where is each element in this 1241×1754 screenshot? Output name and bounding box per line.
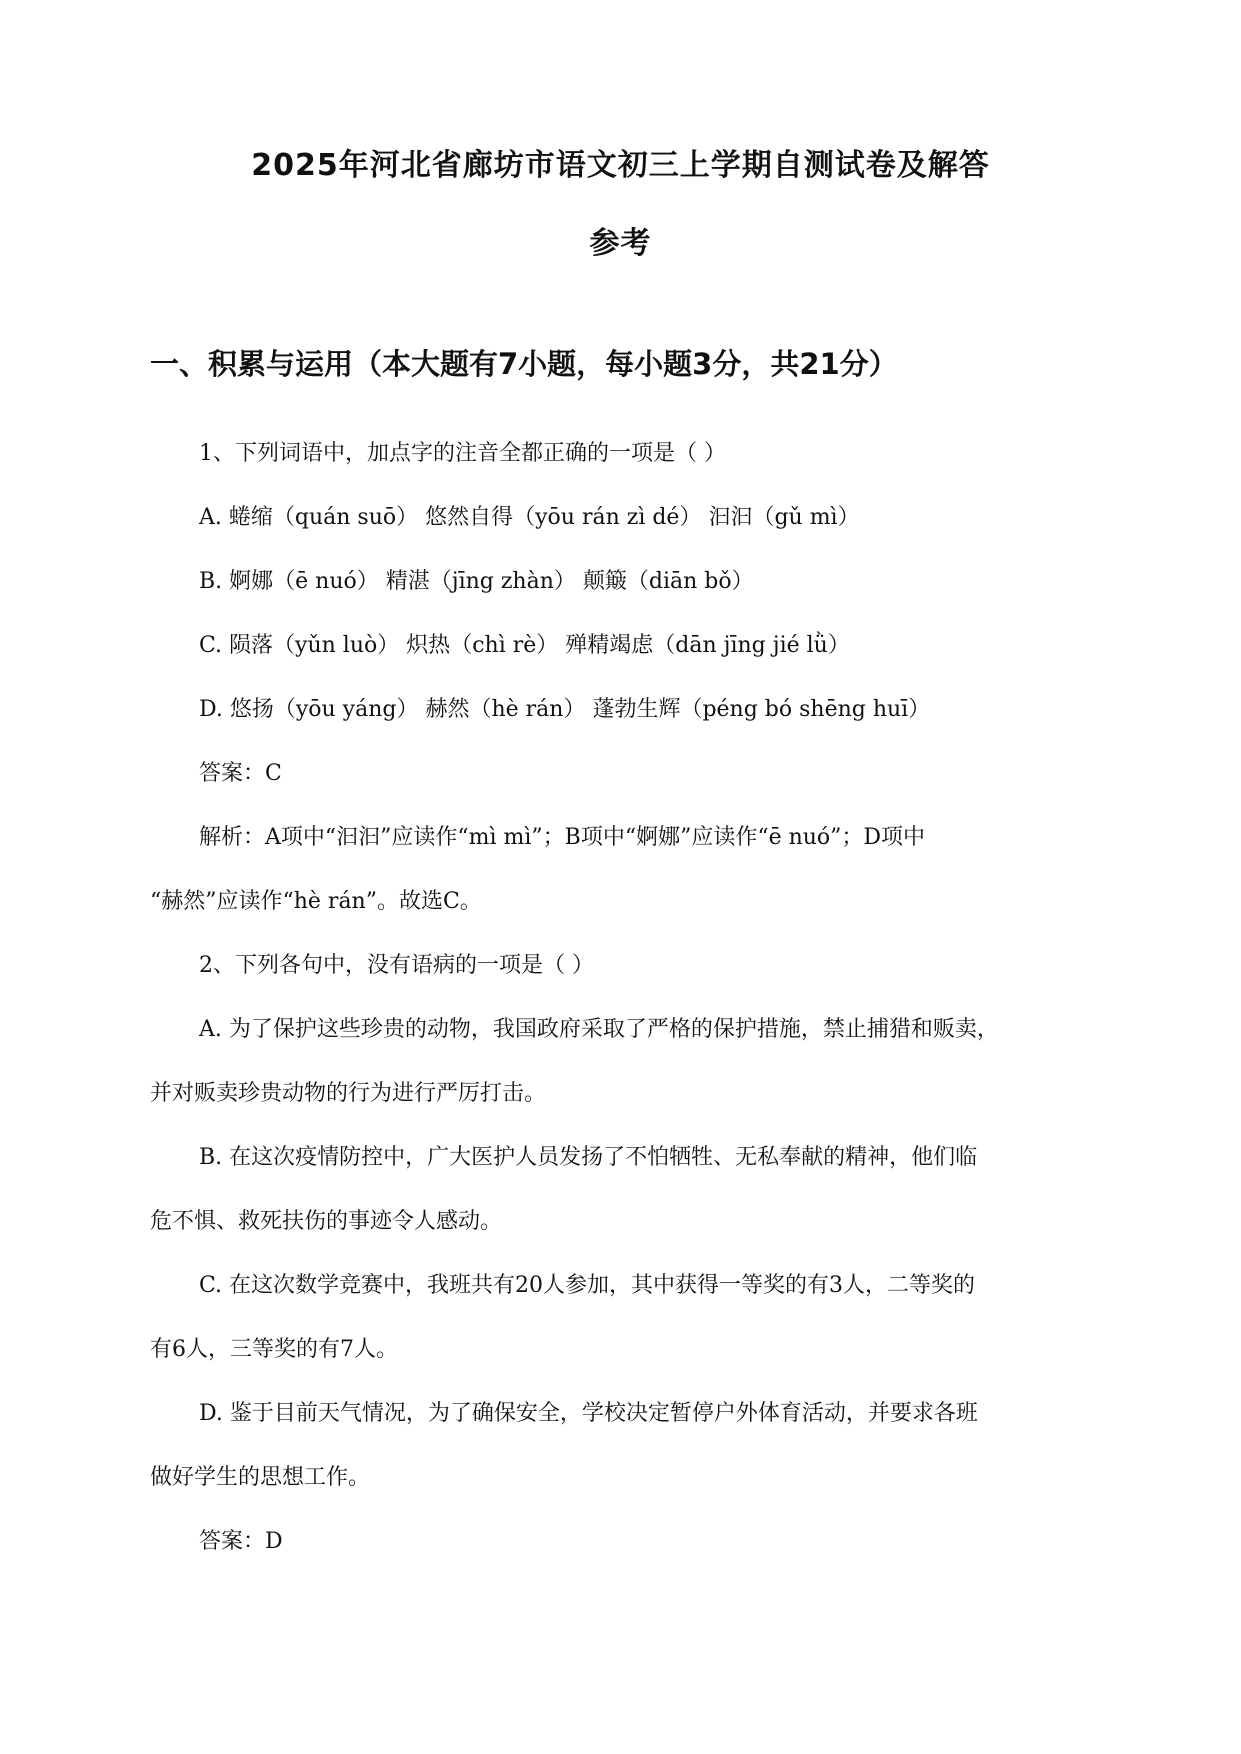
q2-option-c-line-2: 有6人，三等奖的有7人。 xyxy=(150,1337,398,1362)
section-heading: 一、积累与运用（本大题有7小题，每小题3分，共21分） xyxy=(150,347,898,381)
doc-title-line-1: 2025年河北省廊坊市语文初三上学期自测试卷及解答 xyxy=(251,148,990,183)
q1-option-d: D. 悠扬（yōu yáng） 赫然（hè rán） 蓬勃生辉（péng bó shēng huī） xyxy=(199,697,931,722)
q1-answer: 答案：C xyxy=(199,761,282,786)
q2-stem: 2、下列各句中，没有语病的一项是（ ） xyxy=(199,953,594,978)
q2-option-d-line-2: 做好学生的思想工作。 xyxy=(150,1465,371,1490)
q2-option-c-line-1: C. 在这次数学竞赛中，我班共有20人参加，其中获得一等奖的有3人，二等奖的 xyxy=(199,1273,976,1298)
q1-analysis-line-1: 解析：A项中“汩汩”应读作“mì mì”；B项中“婀娜”应读作“ē nuó”；D项中 xyxy=(199,825,926,850)
q1-analysis-line-2: “赫然”应读作“hè rán”。故选C。 xyxy=(150,889,482,914)
q2-answer: 答案：D xyxy=(199,1529,283,1554)
q2-option-a-line-2: 并对贩卖珍贵动物的行为进行严厉打击。 xyxy=(150,1081,547,1106)
q1-option-a: A. 蜷缩（quán suō） 悠然自得（yōu rán zì dé） 汩汩（gǔ mì） xyxy=(199,505,860,530)
doc-title-line-2: 参考 xyxy=(589,226,652,261)
q2-option-b-line-2: 危不惧、救死扶伤的事迹令人感动。 xyxy=(150,1209,503,1234)
q1-option-c: C. 陨落（yǔn luò） 炽热（chì rè） 殚精竭虑（dān jīng jié lǜ） xyxy=(199,633,850,658)
q1-option-b: B. 婀娜（ē nuó） 精湛（jīng zhàn） 颠簸（diān bǒ） xyxy=(199,569,754,594)
q2-option-b-line-1: B. 在这次疫情防控中，广大医护人员发扬了不怕牺牲、无私奉献的精神，他们临 xyxy=(199,1145,978,1170)
q2-option-a-line-1: A. 为了保护这些珍贵的动物，我国政府采取了严格的保护措施，禁止捕猎和贩卖， xyxy=(199,1017,999,1042)
q2-option-d-line-1: D. 鉴于目前天气情况，为了确保安全，学校决定暂停户外体育活动，并要求各班 xyxy=(199,1401,978,1426)
q1-stem: 1、下列词语中，加点字的注音全都正确的一项是（ ） xyxy=(199,441,726,466)
